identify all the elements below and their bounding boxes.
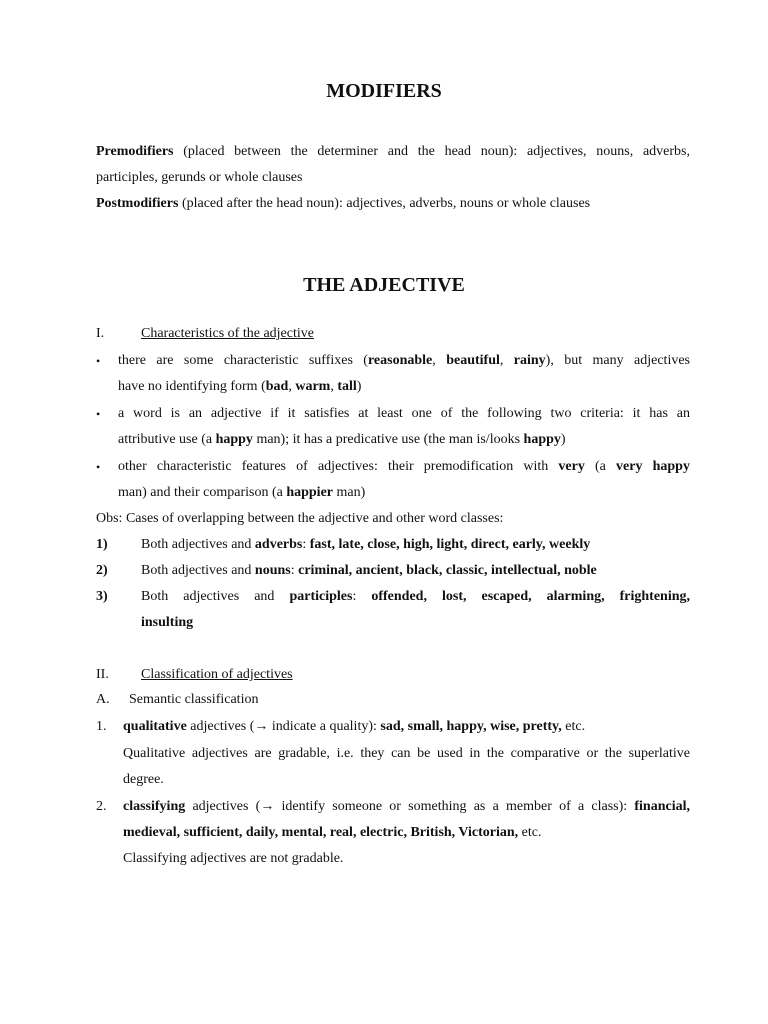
bullet3-line2: man) and their comparison (a happier man) xyxy=(118,485,366,500)
item-number-1: 1) xyxy=(96,537,108,552)
bullet-icon: • xyxy=(96,460,101,474)
postmodifiers-text: (placed after the head noun): adjectives, adverbs, nouns or whole clauses xyxy=(181,196,591,211)
classifying-line1: classifying adjectives (→ identify someone or something as a member of a class): financial, xyxy=(123,799,690,814)
section-heading-characteristics: Characteristics of the adjective xyxy=(141,326,314,341)
obs-line: Obs: Cases of overlapping between the adjective and other word classes: xyxy=(96,511,504,526)
item2-text: Both adjectives and nouns: criminal, ancient, black, classic, intellectual, noble xyxy=(141,563,597,578)
section-number-2: II. xyxy=(96,667,109,682)
bullet-icon: • xyxy=(96,407,101,421)
bullet1-line2: have no identifying form (bad, warm, tall) xyxy=(118,379,362,394)
premodifiers-line2: participles, gerunds or whole clauses xyxy=(96,170,303,185)
qualitative-para-line2: degree. xyxy=(123,772,164,787)
classifying-para: Classifying adjectives are not gradable. xyxy=(123,851,344,866)
item1-text: Both adjectives and adverbs: fast, late, close, high, light, direct, early, weekly xyxy=(141,537,591,552)
section-heading-classification: Classification of adjectives xyxy=(141,667,293,682)
bullet1-line1: there are some characteristic suffixes (reasonable, beautiful, rainy), but many adjectives xyxy=(118,353,690,368)
qualitative-line: qualitative adjectives (→ indicate a quality): sad, small, happy, wise, pretty, etc. xyxy=(123,719,586,734)
classifying-line2: medieval, sufficient, daily, mental, real, electric, British, Victorian, etc. xyxy=(123,825,542,840)
arrow-icon: → xyxy=(260,799,275,814)
qualitative-para-line1: Qualitative adjectives are gradable, i.e. they can be used in the comparative or the superlative xyxy=(123,746,690,761)
premodifiers-text: (placed between the determiner and the head noun): adjectives, nouns, adverbs, xyxy=(183,144,690,159)
subsection-letter-a: A. xyxy=(96,692,110,707)
section-title-adjective: THE ADJECTIVE xyxy=(303,274,465,296)
class-number-2: 2. xyxy=(96,799,107,814)
section-number-1: I. xyxy=(96,326,105,341)
subsection-heading-semantic: Semantic classification xyxy=(129,692,259,707)
page-title: MODIFIERS xyxy=(326,80,442,102)
arrow-icon: → xyxy=(254,719,269,734)
class-number-1: 1. xyxy=(96,719,107,734)
bullet3-line1: other characteristic features of adjectives: their premodification with very (a very happy xyxy=(118,459,690,474)
bullet2-line2: attributive use (a happy man); it has a predicative use (the man is/looks happy) xyxy=(118,432,566,447)
premodifiers-term: Premodifiers xyxy=(96,144,174,159)
postmodifiers-term: Postmodifiers xyxy=(96,196,179,211)
bullet2-line1: a word is an adjective if it satisfies at least one of the following two criteria: it has an xyxy=(118,406,690,421)
postmodifiers-line xyxy=(96,195,590,213)
bullet-icon: • xyxy=(96,354,101,368)
item3-line1: Both adjectives and participles: offended, lost, escaped, alarming, frightening, xyxy=(141,589,691,604)
item-number-2: 2) xyxy=(96,563,108,578)
item3-line2: insulting xyxy=(141,615,194,630)
item-number-3: 3) xyxy=(96,589,108,604)
premodifiers-line1 xyxy=(96,143,690,161)
